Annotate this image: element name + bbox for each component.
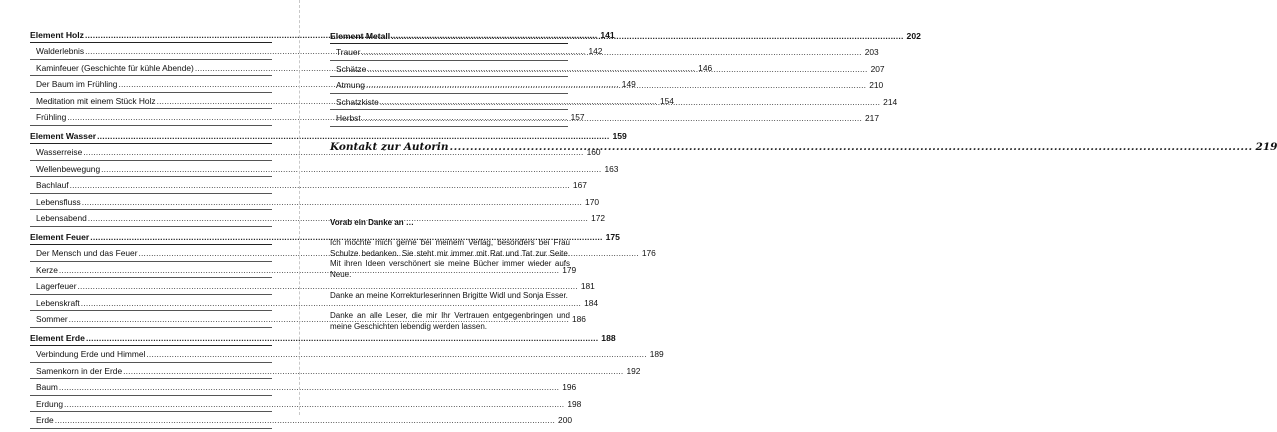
toc-page-number: 181 — [580, 281, 595, 292]
toc-section-heading[interactable] — [30, 331, 616, 346]
toc-section-erde — [30, 331, 664, 429]
toc-page-number: 202 — [906, 31, 921, 41]
toc-entry-label: Erdung — [36, 398, 64, 409]
acknowledgements-paragraph: Danke an alle Leser, die mir Ihr Vertrauen entgegenbringen und meine Geschichten lebendig werden lassen. — [330, 311, 570, 331]
toc-entry-label: Schätze — [336, 63, 367, 74]
toc-section-heading[interactable] — [30, 129, 627, 144]
toc-entry[interactable] — [30, 363, 641, 380]
toc-entry[interactable] — [30, 396, 582, 413]
toc-entry-label: Wasserreise — [36, 146, 83, 157]
toc-entry-label: Herbst — [336, 113, 361, 124]
toc-page-number: 154 — [659, 95, 674, 106]
toc-page-number: 217 — [865, 113, 879, 124]
toc-page-number: 179 — [562, 264, 577, 275]
toc-entry-label: Atmung — [336, 80, 365, 91]
toc-entry-label: Schatzkiste — [336, 96, 379, 107]
toc-entry[interactable] — [30, 379, 577, 396]
toc-entry-label: Lebenskraft — [36, 297, 80, 308]
toc-entry-label: Meditation mit einem Stück Holz — [36, 95, 156, 106]
toc-page-number: 142 — [588, 46, 603, 56]
toc-page-number: 200 — [558, 415, 573, 426]
toc-page-number: 159 — [612, 130, 627, 141]
toc-leader-dots — [391, 29, 903, 44]
toc-entry-label: Lebensfluss — [36, 196, 81, 207]
toc-entry-label: Sommer — [36, 314, 68, 325]
toc-section-heading[interactable] — [30, 230, 620, 245]
toc-leader-dots — [361, 44, 861, 61]
acknowledgements-paragraph: Ich möchte mich gerne bei meinem Verlag, besonders bei Frau Schulze bedanken. Sie steht mir immer mit Rat und Tat zur Seite. Mit ihren Ideen verschönert sie meine Bücher immer wieder aufs Neue. — [330, 238, 570, 279]
toc-page-number: 210 — [869, 80, 884, 91]
toc-page-number: 196 — [562, 382, 577, 393]
toc-entry[interactable] — [30, 346, 664, 363]
acknowledgements-paragraph: Danke an meine Korrekturleserinnen Brigitte Widl und Sonja Esser. — [330, 290, 568, 300]
toc-entry[interactable] — [30, 245, 656, 262]
toc-entry-label: Baum — [36, 382, 58, 393]
toc-entry-label: Lebensabend — [36, 213, 87, 224]
toc-page-number: 163 — [604, 163, 619, 174]
toc-page-number: 160 — [586, 146, 601, 157]
toc-entry[interactable] — [30, 262, 577, 279]
toc-entry-label: Verbindung Erde und Himmel — [36, 348, 146, 359]
toc-page-number: 188 — [601, 332, 616, 343]
toc-leader-dots — [362, 110, 862, 127]
toc-page-number: 175 — [605, 231, 620, 242]
toc-entry-label: Bachlauf — [36, 180, 69, 191]
toc-entry-label: Frühling — [36, 112, 67, 123]
toc-entry-label: Trauer — [336, 47, 361, 57]
toc-entry[interactable] — [30, 194, 600, 211]
toc-entry-label: Samenkorn in der Erde — [36, 365, 123, 376]
toc-entry-label: Kerze — [36, 264, 58, 275]
toc-entry-label: Kaminfeuer (Geschichte für kühle Abende) — [36, 62, 194, 73]
toc-page-number: 186 — [571, 314, 586, 325]
toc-page-number: 192 — [626, 365, 641, 376]
toc-contact-label: Kontakt zur Autorin — [330, 141, 449, 153]
toc-section-title: Element Metall — [330, 31, 391, 41]
toc-entry-label: Der Baum im Frühling — [36, 79, 118, 90]
toc-page-number: 189 — [649, 348, 664, 359]
toc-leader-dots — [366, 77, 866, 94]
toc-entry[interactable] — [30, 161, 619, 178]
toc-section-title: Element Erde — [30, 332, 85, 343]
toc-entry[interactable] — [30, 177, 587, 194]
toc-page-number: 170 — [585, 196, 600, 207]
toc-page-number: 214 — [883, 96, 898, 107]
toc-leader-dots — [450, 141, 1253, 153]
toc-page-number: 167 — [572, 180, 587, 191]
toc-page-number: 157 — [570, 112, 585, 123]
toc-entry-label: Wellenbewegung — [36, 163, 101, 174]
toc-page-number: 146 — [698, 62, 713, 73]
toc-page-number: 219 — [1255, 141, 1277, 153]
toc-leader-dots — [367, 61, 867, 78]
toc-section-title: Element Wasser — [30, 130, 97, 141]
toc-page-number: 203 — [864, 47, 879, 57]
toc-entry-label: Walderlebnis — [36, 46, 85, 56]
toc-page-number: 184 — [584, 297, 599, 308]
acknowledgements — [330, 218, 570, 343]
acknowledgements-title: Vorab ein Danke an … — [330, 218, 414, 227]
toc-leader-dots — [380, 94, 880, 111]
toc-page-number: 176 — [641, 247, 656, 258]
toc-entry-label: Erde — [36, 415, 54, 426]
toc-section-title: Element Holz — [30, 30, 84, 40]
toc-page-number: 207 — [870, 63, 885, 74]
toc-page-number: 149 — [621, 79, 636, 90]
toc-page-number: 172 — [591, 213, 606, 224]
toc-entry-label: Lagerfeuer — [36, 281, 77, 292]
toc-entry[interactable] — [30, 412, 573, 429]
toc-section-title: Element Feuer — [30, 231, 90, 242]
toc-page-number: 198 — [567, 398, 582, 409]
toc-page-number: 141 — [600, 30, 615, 40]
toc-entry-label: Der Mensch und das Feuer — [36, 247, 138, 258]
